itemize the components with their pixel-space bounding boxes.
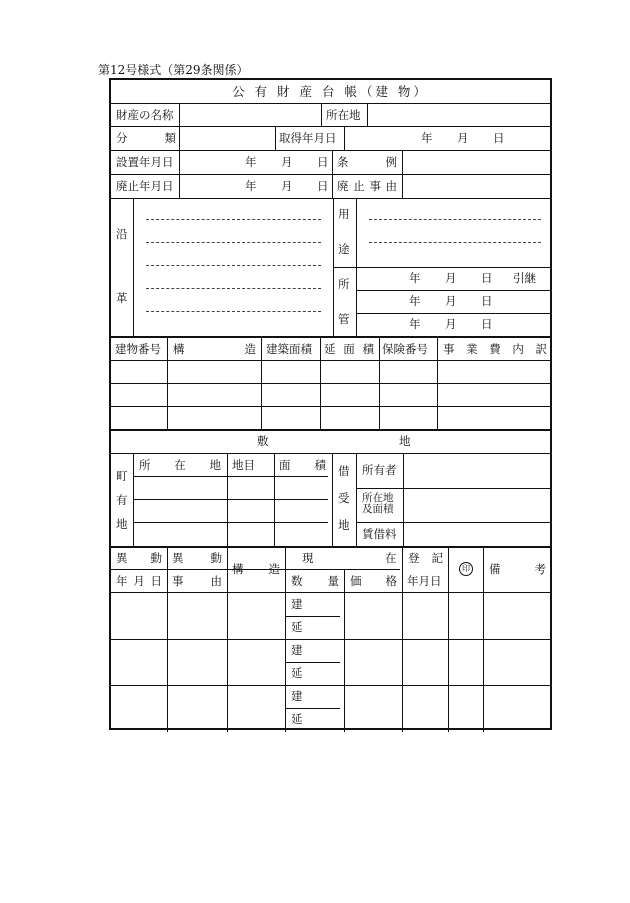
header-insurance-number: 保険番号 bbox=[382, 342, 428, 356]
rule-town-2 bbox=[133, 499, 328, 500]
header-change-reason: 事由 bbox=[172, 574, 222, 588]
seal-icon: 印 bbox=[459, 562, 473, 576]
label-location-area-2: 及面積 bbox=[362, 503, 394, 515]
vr-chg-g bbox=[483, 546, 484, 732]
vr-site-e bbox=[356, 453, 357, 546]
vr-hist-c bbox=[356, 198, 357, 336]
rule-jur-top bbox=[334, 267, 550, 268]
vr-basic-a bbox=[179, 103, 180, 198]
text-year: 年 bbox=[245, 155, 257, 169]
header-change-2: 異動 bbox=[172, 551, 222, 565]
vr-chg-a bbox=[167, 546, 168, 732]
history-dash-line bbox=[146, 242, 321, 243]
vr-chg-e bbox=[402, 546, 403, 732]
label-history-bottom: 革 bbox=[116, 291, 128, 305]
label-abolish-reason: 廃止事由 bbox=[337, 179, 397, 193]
header-change-structure: 構造 bbox=[232, 562, 280, 576]
label-location: 所在地 bbox=[326, 108, 361, 122]
text-handover: 引継 bbox=[513, 271, 536, 285]
label-abolish-date: 廃止年月日 bbox=[116, 179, 174, 193]
rule-title bbox=[111, 103, 550, 104]
label-town-2: 有 bbox=[116, 493, 128, 507]
vr-hist-b bbox=[333, 198, 334, 336]
header-building-number: 建物番号 bbox=[115, 342, 161, 356]
label-history-top: 沿 bbox=[116, 227, 128, 241]
history-dash-line bbox=[146, 219, 321, 220]
rule-r2 bbox=[111, 150, 550, 151]
vr-bld-e bbox=[437, 336, 438, 429]
vr-basic-f bbox=[332, 150, 333, 198]
rule-grp-1 bbox=[111, 639, 550, 640]
text-day: 日 bbox=[493, 131, 505, 145]
rule-chg-header bbox=[111, 592, 550, 593]
vr-site-f bbox=[403, 453, 404, 546]
text-day: 日 bbox=[481, 294, 493, 308]
vr-basic-b bbox=[321, 103, 322, 126]
header-current-1: 現 bbox=[302, 551, 314, 565]
label-property-name: 財産の名称 bbox=[116, 108, 174, 122]
vr-chg-d bbox=[344, 569, 345, 732]
label-use-top: 用 bbox=[338, 207, 350, 221]
history-dash-line bbox=[146, 311, 321, 312]
text-month: 月 bbox=[445, 294, 457, 308]
header-registration: 登記 bbox=[408, 551, 443, 565]
label-setup-date: 設置年月日 bbox=[116, 155, 174, 169]
vr-chg-b bbox=[227, 546, 228, 732]
header-registration-date: 年月日 bbox=[407, 574, 442, 588]
vr-bld-a bbox=[167, 336, 168, 429]
vr-bld-d bbox=[379, 336, 380, 429]
vr-basic-d bbox=[275, 126, 276, 150]
label-lease-1: 借 bbox=[338, 464, 350, 478]
rule-r3 bbox=[111, 174, 550, 175]
rule-jur-2 bbox=[356, 290, 550, 291]
text-day: 日 bbox=[317, 155, 329, 169]
form-caption: 第12号様式（第29条関係） bbox=[98, 63, 249, 77]
label-rent: 賃借料 bbox=[362, 527, 397, 541]
text-day: 日 bbox=[481, 271, 493, 285]
header-building-area: 建築面積 bbox=[266, 342, 312, 356]
header-price: 価格 bbox=[350, 574, 397, 588]
label-site-right: 地 bbox=[399, 434, 411, 448]
header-expense-breakdown: 事業費内訳 bbox=[443, 342, 547, 356]
vr-chg-f bbox=[448, 546, 449, 732]
text-month: 月 bbox=[457, 131, 469, 145]
vr-chg-c bbox=[285, 546, 286, 732]
label-acquisition-date: 取得年月日 bbox=[279, 131, 337, 145]
rule-bld-1 bbox=[111, 383, 550, 384]
header-site-location: 所在地 bbox=[139, 458, 221, 472]
label-classification: 分類 bbox=[116, 131, 176, 145]
vr-site-a bbox=[133, 453, 134, 546]
text-year: 年 bbox=[409, 294, 421, 308]
rule-site-bottom bbox=[111, 546, 550, 548]
label-jurisdiction-2: 管 bbox=[338, 312, 350, 326]
label-lease-3: 地 bbox=[338, 518, 350, 532]
rule-lease-2 bbox=[356, 522, 550, 523]
row-label-building: 建 bbox=[291, 689, 303, 703]
vr-site-c bbox=[274, 453, 275, 546]
form-title: 公 有 財 産 台 帳（建 物） bbox=[232, 84, 429, 99]
label-ordinance: 条例 bbox=[337, 155, 397, 169]
vr-basic-g bbox=[402, 150, 403, 198]
vr-bld-c bbox=[320, 336, 321, 429]
text-month: 月 bbox=[281, 155, 293, 169]
text-day: 日 bbox=[481, 317, 493, 331]
history-dash-line bbox=[146, 265, 321, 266]
label-lease-2: 受 bbox=[338, 491, 350, 505]
header-change-date: 年月日 bbox=[116, 574, 162, 588]
vr-bld-b bbox=[261, 336, 262, 429]
row-label-floor: 延 bbox=[291, 712, 303, 726]
text-month: 月 bbox=[445, 271, 457, 285]
header-structure: 構造 bbox=[173, 342, 256, 356]
property-ledger-form bbox=[109, 78, 552, 730]
rule-qty-2 bbox=[286, 662, 340, 663]
row-label-floor: 延 bbox=[291, 620, 303, 634]
rule-town-3 bbox=[133, 522, 328, 523]
rule-r4 bbox=[111, 198, 550, 199]
label-owner: 所有者 bbox=[362, 463, 397, 477]
rule-bld-bottom bbox=[111, 429, 550, 431]
history-dash-line bbox=[146, 288, 321, 289]
text-year: 年 bbox=[245, 179, 257, 193]
text-month: 月 bbox=[445, 317, 457, 331]
vr-hist-a bbox=[133, 198, 134, 336]
use-dash-line bbox=[369, 242, 541, 243]
label-location-area-1: 所在地 bbox=[362, 492, 394, 504]
vr-site-d bbox=[332, 453, 333, 546]
text-year: 年 bbox=[421, 131, 433, 145]
header-quantity: 数量 bbox=[291, 574, 339, 588]
vr-basic-c bbox=[367, 103, 368, 126]
text-year: 年 bbox=[409, 317, 421, 331]
rule-lease-1 bbox=[356, 488, 550, 489]
rule-site-header bbox=[111, 453, 550, 454]
text-year: 年 bbox=[409, 271, 421, 285]
row-label-building: 建 bbox=[291, 597, 303, 611]
rule-jur-3 bbox=[356, 313, 550, 314]
header-remarks: 備考 bbox=[489, 562, 546, 576]
rule-qty-3 bbox=[286, 708, 340, 709]
header-current-2: 在 bbox=[385, 551, 397, 565]
label-town-3: 地 bbox=[116, 517, 128, 531]
vr-site-b bbox=[227, 453, 228, 546]
header-change-1: 異動 bbox=[116, 551, 162, 565]
use-dash-line bbox=[369, 219, 541, 220]
label-site-left: 敷 bbox=[257, 434, 269, 448]
rule-qty-1 bbox=[286, 616, 340, 617]
rule-grp-2 bbox=[111, 685, 550, 686]
row-label-floor: 延 bbox=[291, 666, 303, 680]
header-site-area: 面積 bbox=[279, 458, 326, 472]
rule-bld-header bbox=[111, 360, 550, 361]
rule-bld-2 bbox=[111, 406, 550, 407]
rule-history-bottom bbox=[111, 336, 550, 338]
rule-town-1 bbox=[133, 476, 328, 477]
text-day: 日 bbox=[317, 179, 329, 193]
text-month: 月 bbox=[281, 179, 293, 193]
label-use-bottom: 途 bbox=[338, 242, 350, 256]
vr-basic-e bbox=[344, 126, 345, 150]
row-label-building: 建 bbox=[291, 643, 303, 657]
label-jurisdiction-1: 所 bbox=[338, 277, 350, 291]
header-land-category: 地目 bbox=[232, 458, 255, 472]
header-floor-area: 延面積 bbox=[324, 342, 374, 356]
label-town-1: 町 bbox=[116, 469, 128, 483]
rule-r1 bbox=[111, 126, 550, 127]
